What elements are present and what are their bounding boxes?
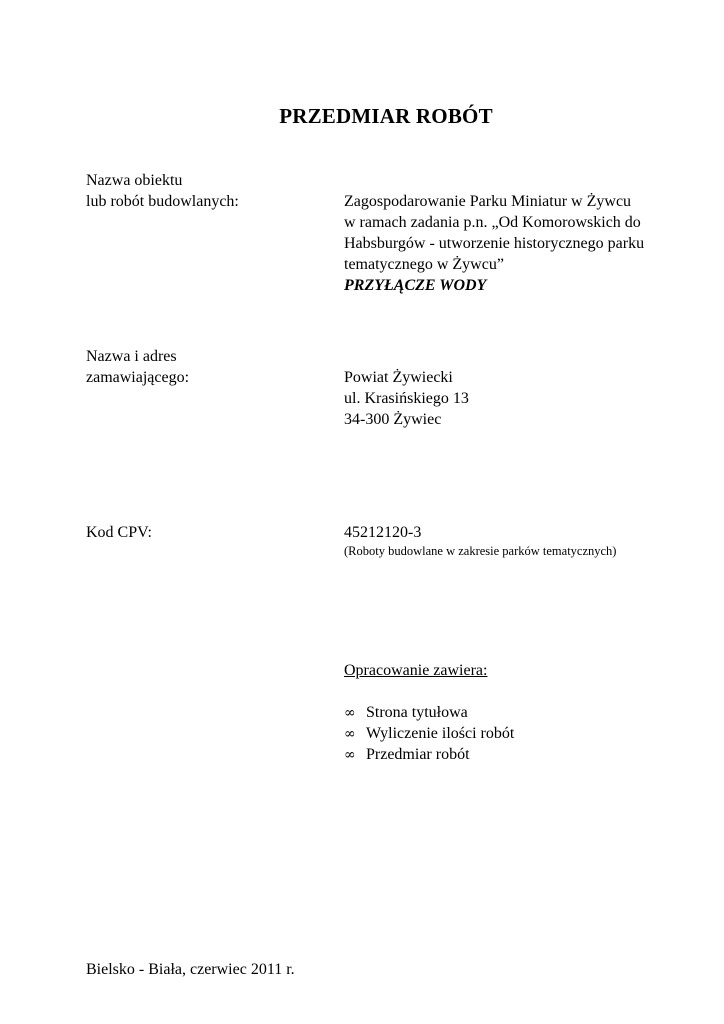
object-label-line1: Nazwa obiektu [86,172,183,189]
contents-heading: Opracowanie zawiera: [344,662,488,679]
investor-name: Powiat Żywiecki [344,369,453,386]
list-item [344,702,682,723]
object-value-line: Habsburgów - utworzenie historycznego parku [344,235,645,252]
object-value-line: tematycznego w Żywcu” [344,256,504,273]
list-item [344,744,682,765]
cpv-value [344,522,682,560]
list-item-label: Strona tytułowa [366,704,468,721]
investor-label [86,346,189,388]
object-value-line: w ramach zadania p.n. „Od Komorowskich do [344,214,641,231]
investor-label-line1: Nazwa i adres [86,348,177,365]
object-value [344,191,682,296]
investor-street: ul. Krasińskiego 13 [344,390,469,407]
list-item-label: Wyliczenie ilości robót [366,725,515,742]
page-title: PRZEDMIAR ROBÓT [279,104,493,128]
place-date: Bielsko - Biała, czerwiec 2011 r. [86,961,295,978]
investor-value [344,367,682,430]
infinity-bullet-icon: ∞ [344,705,356,721]
cpv-code: 45212120-3 [344,524,422,541]
list-item-label: Przedmiar robót [366,746,470,763]
investor-city: 34-300 Żywiec [344,411,442,428]
cpv-label: Kod CPV: [86,524,152,541]
investor-label-line2: zamawiającego: [86,369,190,386]
contents-list [344,702,682,765]
object-value-line: Zagospodarowanie Parku Miniatur w Żywcu [344,193,632,210]
object-label-line2: lub robót budowlanych: [86,193,239,210]
object-scope: PRZYŁĄCZE WODY [344,277,487,294]
infinity-bullet-icon: ∞ [344,747,356,763]
contents-section [344,660,682,765]
cpv-description: (Roboty budowlane w zakresie parków tematycznych) [344,544,617,558]
list-item [344,723,682,744]
object-label [86,170,239,212]
infinity-bullet-icon: ∞ [344,726,356,742]
